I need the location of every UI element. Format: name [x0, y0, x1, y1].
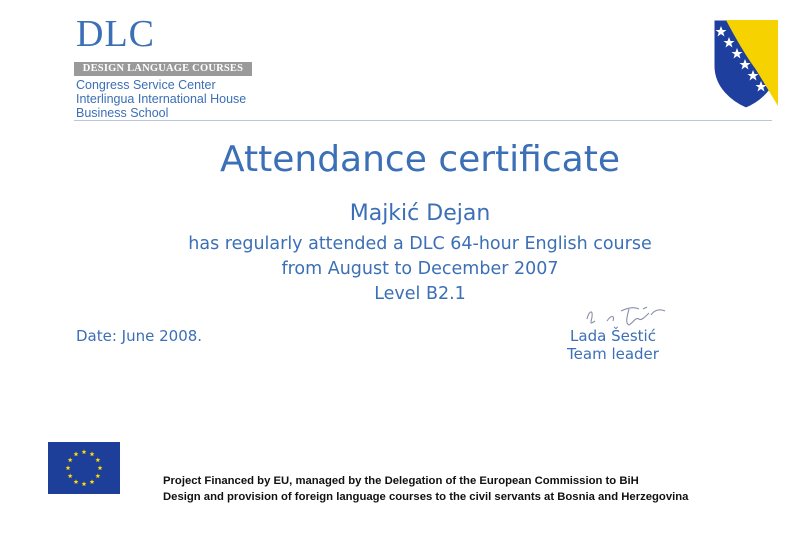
signer-name: Lada Šestić	[570, 327, 656, 345]
course-description: has regularly attended a DLC 64-hour English course	[188, 234, 652, 254]
bih-coat-of-arms-icon	[712, 18, 780, 110]
certificate-date: Date: June 2008.	[76, 327, 203, 345]
header-line-1: Congress Service Center	[76, 78, 216, 92]
certificate-title: Attendance certificate	[220, 139, 620, 180]
recipient-name: Majkić Dejan	[349, 201, 491, 226]
course-period: from August to December 2007	[281, 259, 559, 279]
signer-role: Team leader	[567, 345, 659, 363]
eu-flag-icon	[48, 442, 120, 494]
header-divider	[74, 120, 772, 121]
footer-project: Design and provision of foreign language courses to the civil servants at Bosnia and Herzegovina	[163, 491, 689, 503]
logo-subtitle: DESIGN LANGUAGE COURSES	[74, 62, 252, 76]
dlc-logo: DLC	[76, 13, 155, 55]
footer-funding: Project Financed by EU, managed by the Delegation of the European Commission to BiH	[163, 475, 639, 487]
header-line-3: Business School	[76, 106, 169, 120]
course-level: Level B2.1	[374, 284, 466, 304]
header-line-2: Interlingua International House	[76, 92, 247, 106]
